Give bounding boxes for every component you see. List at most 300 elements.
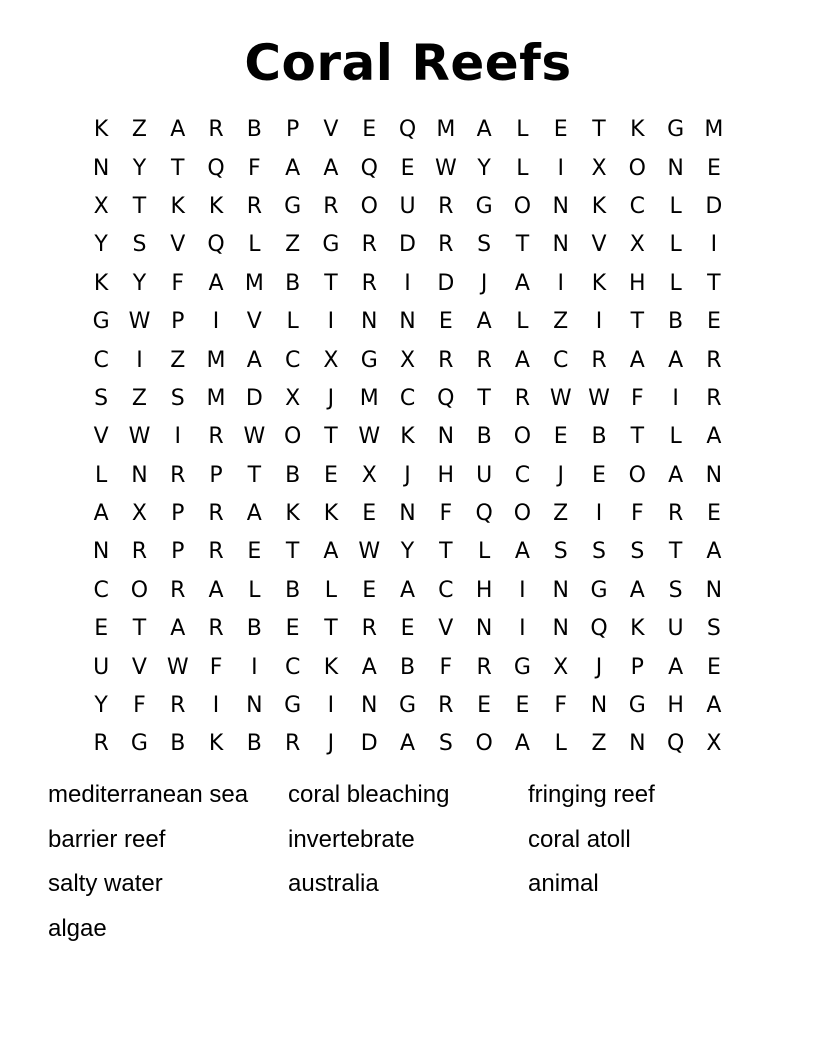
grid-cell: O [130, 577, 149, 603]
grid-cell: R [131, 539, 148, 565]
grid-cell: A [514, 731, 530, 757]
grid-cell: S [668, 577, 683, 603]
grid-cell: R [170, 577, 186, 603]
grid-cell: E [515, 693, 530, 719]
grid-cell: A [323, 155, 339, 181]
grid-cell: O [475, 731, 493, 757]
grid-cell: A [629, 347, 645, 373]
grid-row [82, 418, 734, 456]
grid-cell: R [667, 501, 684, 527]
word-list-item: animal [528, 870, 599, 897]
grid-cell: F [630, 501, 644, 527]
grid-cell: M [704, 117, 724, 143]
grid-cell: A [706, 539, 722, 565]
grid-cell: E [400, 155, 415, 181]
grid-cell: R [208, 616, 224, 642]
grid-cell: N [552, 193, 569, 219]
grid-cell: N [705, 577, 723, 603]
grid-cell: E [706, 155, 721, 181]
grid-cell: E [438, 309, 453, 335]
grid-cell: W [128, 309, 151, 335]
grid-cell: F [439, 501, 453, 527]
grid-cell: N [552, 232, 569, 258]
grid-cell: R [476, 654, 492, 680]
grid-cell: K [591, 193, 607, 219]
grid-cell: V [131, 654, 147, 680]
grid-cell: Z [131, 117, 147, 143]
grid-cell: K [591, 270, 607, 296]
grid-cell: K [630, 616, 645, 642]
grid-cell: R [591, 347, 607, 373]
grid-cell: A [706, 424, 722, 450]
grid-cell: O [360, 193, 378, 219]
grid-cell: Q [207, 155, 225, 181]
word-list-item: coral bleaching [288, 781, 450, 808]
grid-cell: W [243, 424, 266, 450]
grid-cell: K [285, 501, 300, 527]
grid-cell: R [208, 424, 224, 450]
grid-cell: W [434, 155, 457, 181]
grid-cell: L [248, 577, 261, 603]
grid-cell: N [705, 462, 723, 488]
grid-cell: R [208, 117, 224, 143]
grid-cell: P [630, 654, 644, 680]
grid-cell: T [247, 462, 262, 488]
grid-cell: N [437, 424, 455, 450]
grid-cell: B [246, 731, 262, 757]
grid-cell: T [285, 539, 300, 565]
word-list-item: fringing reef [528, 781, 655, 808]
grid-cell: A [476, 309, 492, 335]
grid-cell: W [358, 424, 381, 450]
grid-cell: W [128, 424, 151, 450]
grid-cell: Y [477, 155, 491, 181]
grid-row [82, 111, 734, 149]
grid-cell: P [171, 539, 185, 565]
grid-row [82, 648, 734, 686]
grid-cell: A [476, 117, 492, 143]
grid-cell: H [629, 270, 646, 296]
grid-cell: L [324, 577, 338, 603]
grid-cell: E [362, 501, 377, 527]
grid-cell: R [170, 693, 186, 719]
grid-cell: Y [94, 693, 108, 719]
grid-cell: C [514, 462, 531, 488]
grid-row [82, 303, 734, 341]
grid-cell: F [248, 155, 261, 181]
grid-cell: N [92, 155, 110, 181]
grid-cell: G [398, 693, 417, 719]
grid-cell: M [244, 270, 264, 296]
grid-cell: A [514, 539, 530, 565]
grid-cell: A [323, 539, 339, 565]
grid-cell: V [323, 117, 339, 143]
grid-cell: T [324, 616, 338, 642]
grid-cell: E [706, 309, 721, 335]
grid-cell: A [208, 577, 224, 603]
grid-cell: E [94, 616, 109, 642]
word-list-item: mediterranean sea [48, 781, 249, 808]
grid-cell: E [592, 462, 606, 488]
grid-cell: G [322, 232, 340, 258]
grid-cell: E [247, 539, 262, 565]
grid-cell: Q [360, 155, 378, 181]
grid-cell: K [170, 193, 185, 219]
grid-cell: E [553, 117, 568, 143]
grid-cell: R [93, 731, 109, 757]
grid-cell: N [552, 577, 569, 603]
grid-cell: D [399, 232, 416, 258]
grid-cell: L [516, 117, 529, 143]
grid-cell: K [208, 731, 224, 757]
grid-cell: Z [553, 501, 569, 527]
grid-cell: C [284, 654, 301, 680]
grid-cell: S [170, 385, 185, 411]
grid-cell: A [170, 616, 186, 642]
grid-cell: R [246, 193, 262, 219]
grid-cell: K [400, 424, 415, 450]
grid-cell: E [285, 616, 300, 642]
grid-cell: O [628, 155, 646, 181]
grid-cell: Q [207, 232, 225, 258]
grid-cell: M [436, 117, 456, 143]
grid-cell: Q [437, 385, 455, 411]
grid-cell: L [669, 424, 682, 450]
grid-cell: E [323, 462, 338, 488]
grid-cell: X [131, 501, 147, 527]
grid-cell: E [706, 654, 721, 680]
grid-cell: L [286, 309, 299, 335]
grid-cell: K [93, 270, 109, 296]
grid-cell: J [327, 731, 335, 757]
grid-cell: D [245, 385, 263, 411]
grid-cell: I [519, 616, 526, 642]
grid-cell: W [358, 539, 381, 565]
grid-cell: T [668, 539, 683, 565]
grid-row [82, 572, 734, 610]
grid-cell: L [516, 155, 529, 181]
grid-cell: I [327, 309, 335, 335]
grid-cell: V [93, 424, 109, 450]
grid-cell: L [669, 193, 682, 219]
grid-cell: A [208, 270, 224, 296]
grid-cell: N [360, 309, 378, 335]
grid-cell: Z [553, 309, 569, 335]
grid-cell: R [361, 270, 377, 296]
grid-cell: A [514, 270, 530, 296]
grid-row [82, 533, 734, 571]
grid-cell: A [399, 731, 416, 757]
grid-cell: R [514, 385, 531, 411]
grid-cell: V [591, 232, 607, 258]
grid-cell: P [171, 501, 185, 527]
grid-cell: T [132, 616, 147, 642]
grid-cell: B [285, 577, 301, 603]
grid-cell: C [93, 347, 109, 373]
grid-cell: M [206, 347, 226, 373]
grid-cell: B [170, 731, 186, 757]
grid-cell: F [439, 654, 453, 680]
grid-cell: Z [591, 731, 607, 757]
grid-cell: R [438, 693, 454, 719]
grid-cell: J [595, 654, 603, 680]
grid-cell: X [629, 232, 645, 258]
grid-cell: I [404, 270, 411, 296]
grid-cell: N [552, 616, 569, 642]
grid-cell: R [323, 193, 339, 219]
grid-cell: B [285, 462, 301, 488]
grid-cell: A [93, 501, 109, 527]
grid-row [82, 610, 734, 648]
grid-cell: W [166, 654, 189, 680]
grid-cell: I [212, 309, 220, 335]
word-list-item: australia [288, 870, 379, 897]
grid-cell: X [553, 654, 569, 680]
grid-cell: W [549, 385, 572, 411]
grid-cell: N [246, 693, 263, 719]
grid-cell: W [588, 385, 610, 411]
grid-cell: A [706, 693, 722, 719]
grid-cell: B [476, 424, 492, 450]
grid-cell: N [399, 309, 416, 335]
grid-cell: A [514, 347, 530, 373]
grid-cell: U [476, 462, 493, 488]
grid-cell: K [93, 117, 109, 143]
word-list-item: salty water [48, 870, 163, 897]
grid-cell: T [630, 424, 645, 450]
grid-cell: N [399, 501, 416, 527]
grid-cell: N [360, 693, 378, 719]
grid-cell: H [437, 462, 455, 488]
grid-cell: K [323, 501, 339, 527]
grid-cell: S [630, 539, 645, 565]
grid-cell: X [93, 193, 109, 219]
grid-cell: Y [400, 539, 415, 565]
grid-cell: B [399, 654, 416, 680]
grid-cell: K [630, 117, 645, 143]
grid-cell: Y [132, 270, 147, 296]
grid-row [82, 725, 734, 763]
grid-cell: J [557, 462, 564, 488]
grid-cell: R [706, 385, 722, 411]
grid-cell: X [591, 155, 607, 181]
grid-cell: S [592, 539, 606, 565]
grid-cell: R [476, 347, 492, 373]
grid-cell: A [668, 654, 684, 680]
grid-cell: A [246, 501, 262, 527]
grid-cell: E [362, 117, 377, 143]
grid-cell: R [361, 616, 377, 642]
grid-cell: I [136, 347, 143, 373]
grid-row [82, 149, 734, 187]
grid-cell: G [92, 309, 110, 335]
grid-cell: I [174, 424, 181, 450]
grid-cell: B [668, 309, 684, 335]
grid-cell: A [668, 462, 684, 488]
grid-cell: T [477, 385, 491, 411]
grid-cell: I [327, 693, 335, 719]
grid-cell: Y [132, 155, 147, 181]
grid-cell: T [592, 117, 606, 143]
grid-cell: O [628, 462, 646, 488]
grid-cell: C [553, 347, 569, 373]
grid-cell: E [553, 424, 568, 450]
grid-cell: V [438, 616, 454, 642]
grid-cell: J [480, 270, 488, 296]
grid-row [82, 687, 734, 725]
grid-cell: S [553, 539, 568, 565]
letter-grid [82, 111, 734, 764]
grid-cell: H [667, 693, 684, 719]
grid-cell: R [361, 232, 377, 258]
grid-cell: I [557, 155, 564, 181]
grid-cell: S [132, 232, 147, 258]
grid-cell: N [629, 731, 646, 757]
grid-row [82, 495, 734, 533]
grid-cell: D [705, 193, 723, 219]
grid-cell: F [133, 693, 146, 719]
grid-cell: X [399, 347, 416, 373]
page-title: Coral Reefs [244, 34, 572, 92]
grid-cell: N [590, 693, 608, 719]
grid-cell: O [283, 424, 302, 450]
grid-cell: V [170, 232, 186, 258]
grid-cell: B [246, 616, 262, 642]
grid-cell: U [399, 193, 416, 219]
grid-cell: F [209, 654, 223, 680]
grid-cell: N [92, 539, 110, 565]
grid-cell: T [324, 270, 338, 296]
word-list [48, 775, 768, 953]
grid-cell: Q [666, 731, 685, 757]
grid-row [82, 188, 734, 226]
grid-cell: K [323, 654, 339, 680]
grid-cell: J [404, 462, 411, 488]
grid-cell: R [438, 347, 454, 373]
grid-cell: L [248, 232, 261, 258]
grid-cell: C [399, 385, 416, 411]
grid-cell: Q [590, 616, 608, 642]
grid-cell: T [707, 270, 721, 296]
grid-cell: G [513, 654, 531, 680]
grid-cell: V [246, 309, 262, 335]
grid-cell: H [475, 577, 493, 603]
grid-cell: T [171, 155, 185, 181]
grid-row [82, 341, 734, 379]
word-list-item: barrier reef [48, 825, 166, 853]
grid-cell: A [629, 577, 645, 603]
grid-cell: D [437, 270, 455, 296]
grid-cell: O [513, 424, 532, 450]
grid-cell: A [399, 577, 416, 603]
grid-cell: P [171, 309, 185, 335]
grid-cell: G [475, 193, 493, 219]
grid-cell: S [477, 232, 492, 258]
grid-cell: L [669, 232, 682, 258]
grid-cell: Z [285, 232, 301, 258]
grid-cell: L [95, 462, 108, 488]
grid-cell: T [515, 232, 530, 258]
grid-cell: N [667, 155, 684, 181]
grid-cell: R [284, 731, 301, 757]
grid-cell: E [362, 577, 377, 603]
grid-cell: R [170, 462, 186, 488]
grid-cell: R [208, 539, 224, 565]
grid-cell: O [513, 193, 532, 219]
grid-cell: F [630, 385, 644, 411]
grid-row [82, 226, 734, 264]
grid-cell: T [324, 424, 338, 450]
grid-cell: G [284, 193, 302, 219]
grid-cell: G [628, 693, 646, 719]
grid-cell: I [710, 232, 718, 258]
word-list-item: algae [48, 914, 107, 942]
grid-row [82, 265, 734, 303]
grid-cell: Q [475, 501, 493, 527]
word-list-item: invertebrate [288, 825, 415, 853]
grid-cell: I [212, 693, 220, 719]
grid-cell: S [438, 731, 453, 757]
grid-cell: U [93, 654, 110, 680]
grid-cell: L [669, 270, 682, 296]
grid-cell: G [284, 693, 302, 719]
grid-cell: E [706, 501, 721, 527]
grid-row [82, 457, 734, 495]
grid-cell: P [209, 462, 223, 488]
grid-cell: T [439, 539, 453, 565]
grid-cell: Z [131, 385, 147, 411]
grid-cell: B [591, 424, 607, 450]
grid-cell: A [668, 347, 684, 373]
grid-cell: B [285, 270, 301, 296]
grid-cell: P [285, 117, 300, 143]
grid-cell: N [475, 616, 493, 642]
grid-cell: C [284, 347, 301, 373]
grid-cell: C [629, 193, 645, 219]
grid-cell: E [477, 693, 492, 719]
grid-cell: Z [170, 347, 186, 373]
grid-cell: X [285, 385, 301, 411]
grid-cell: I [251, 654, 258, 680]
grid-cell: S [706, 616, 721, 642]
grid-cell: A [170, 117, 186, 143]
grid-cell: E [400, 616, 415, 642]
grid-cell: C [93, 577, 109, 603]
grid-cell: A [246, 347, 262, 373]
grid-cell: Y [94, 232, 108, 258]
grid-cell: M [359, 385, 379, 411]
grid-cell: R [208, 501, 224, 527]
word-list-item: coral atoll [528, 825, 631, 853]
grid-cell: G [667, 117, 685, 143]
grid-cell: M [206, 385, 226, 411]
grid-cell: B [246, 117, 262, 143]
grid-cell: Q [398, 117, 417, 143]
grid-cell: L [516, 309, 529, 335]
grid-cell: U [667, 616, 684, 642]
grid-cell: N [131, 462, 148, 488]
grid-cell: C [438, 577, 454, 603]
grid-cell: D [360, 731, 378, 757]
grid-cell: L [554, 731, 567, 757]
grid-row [82, 380, 734, 418]
grid-cell: O [513, 501, 532, 527]
grid-cell: L [477, 539, 491, 565]
grid-cell: R [438, 232, 454, 258]
grid-cell: F [554, 693, 568, 719]
grid-cell: K [208, 193, 224, 219]
grid-cell: G [130, 731, 148, 757]
